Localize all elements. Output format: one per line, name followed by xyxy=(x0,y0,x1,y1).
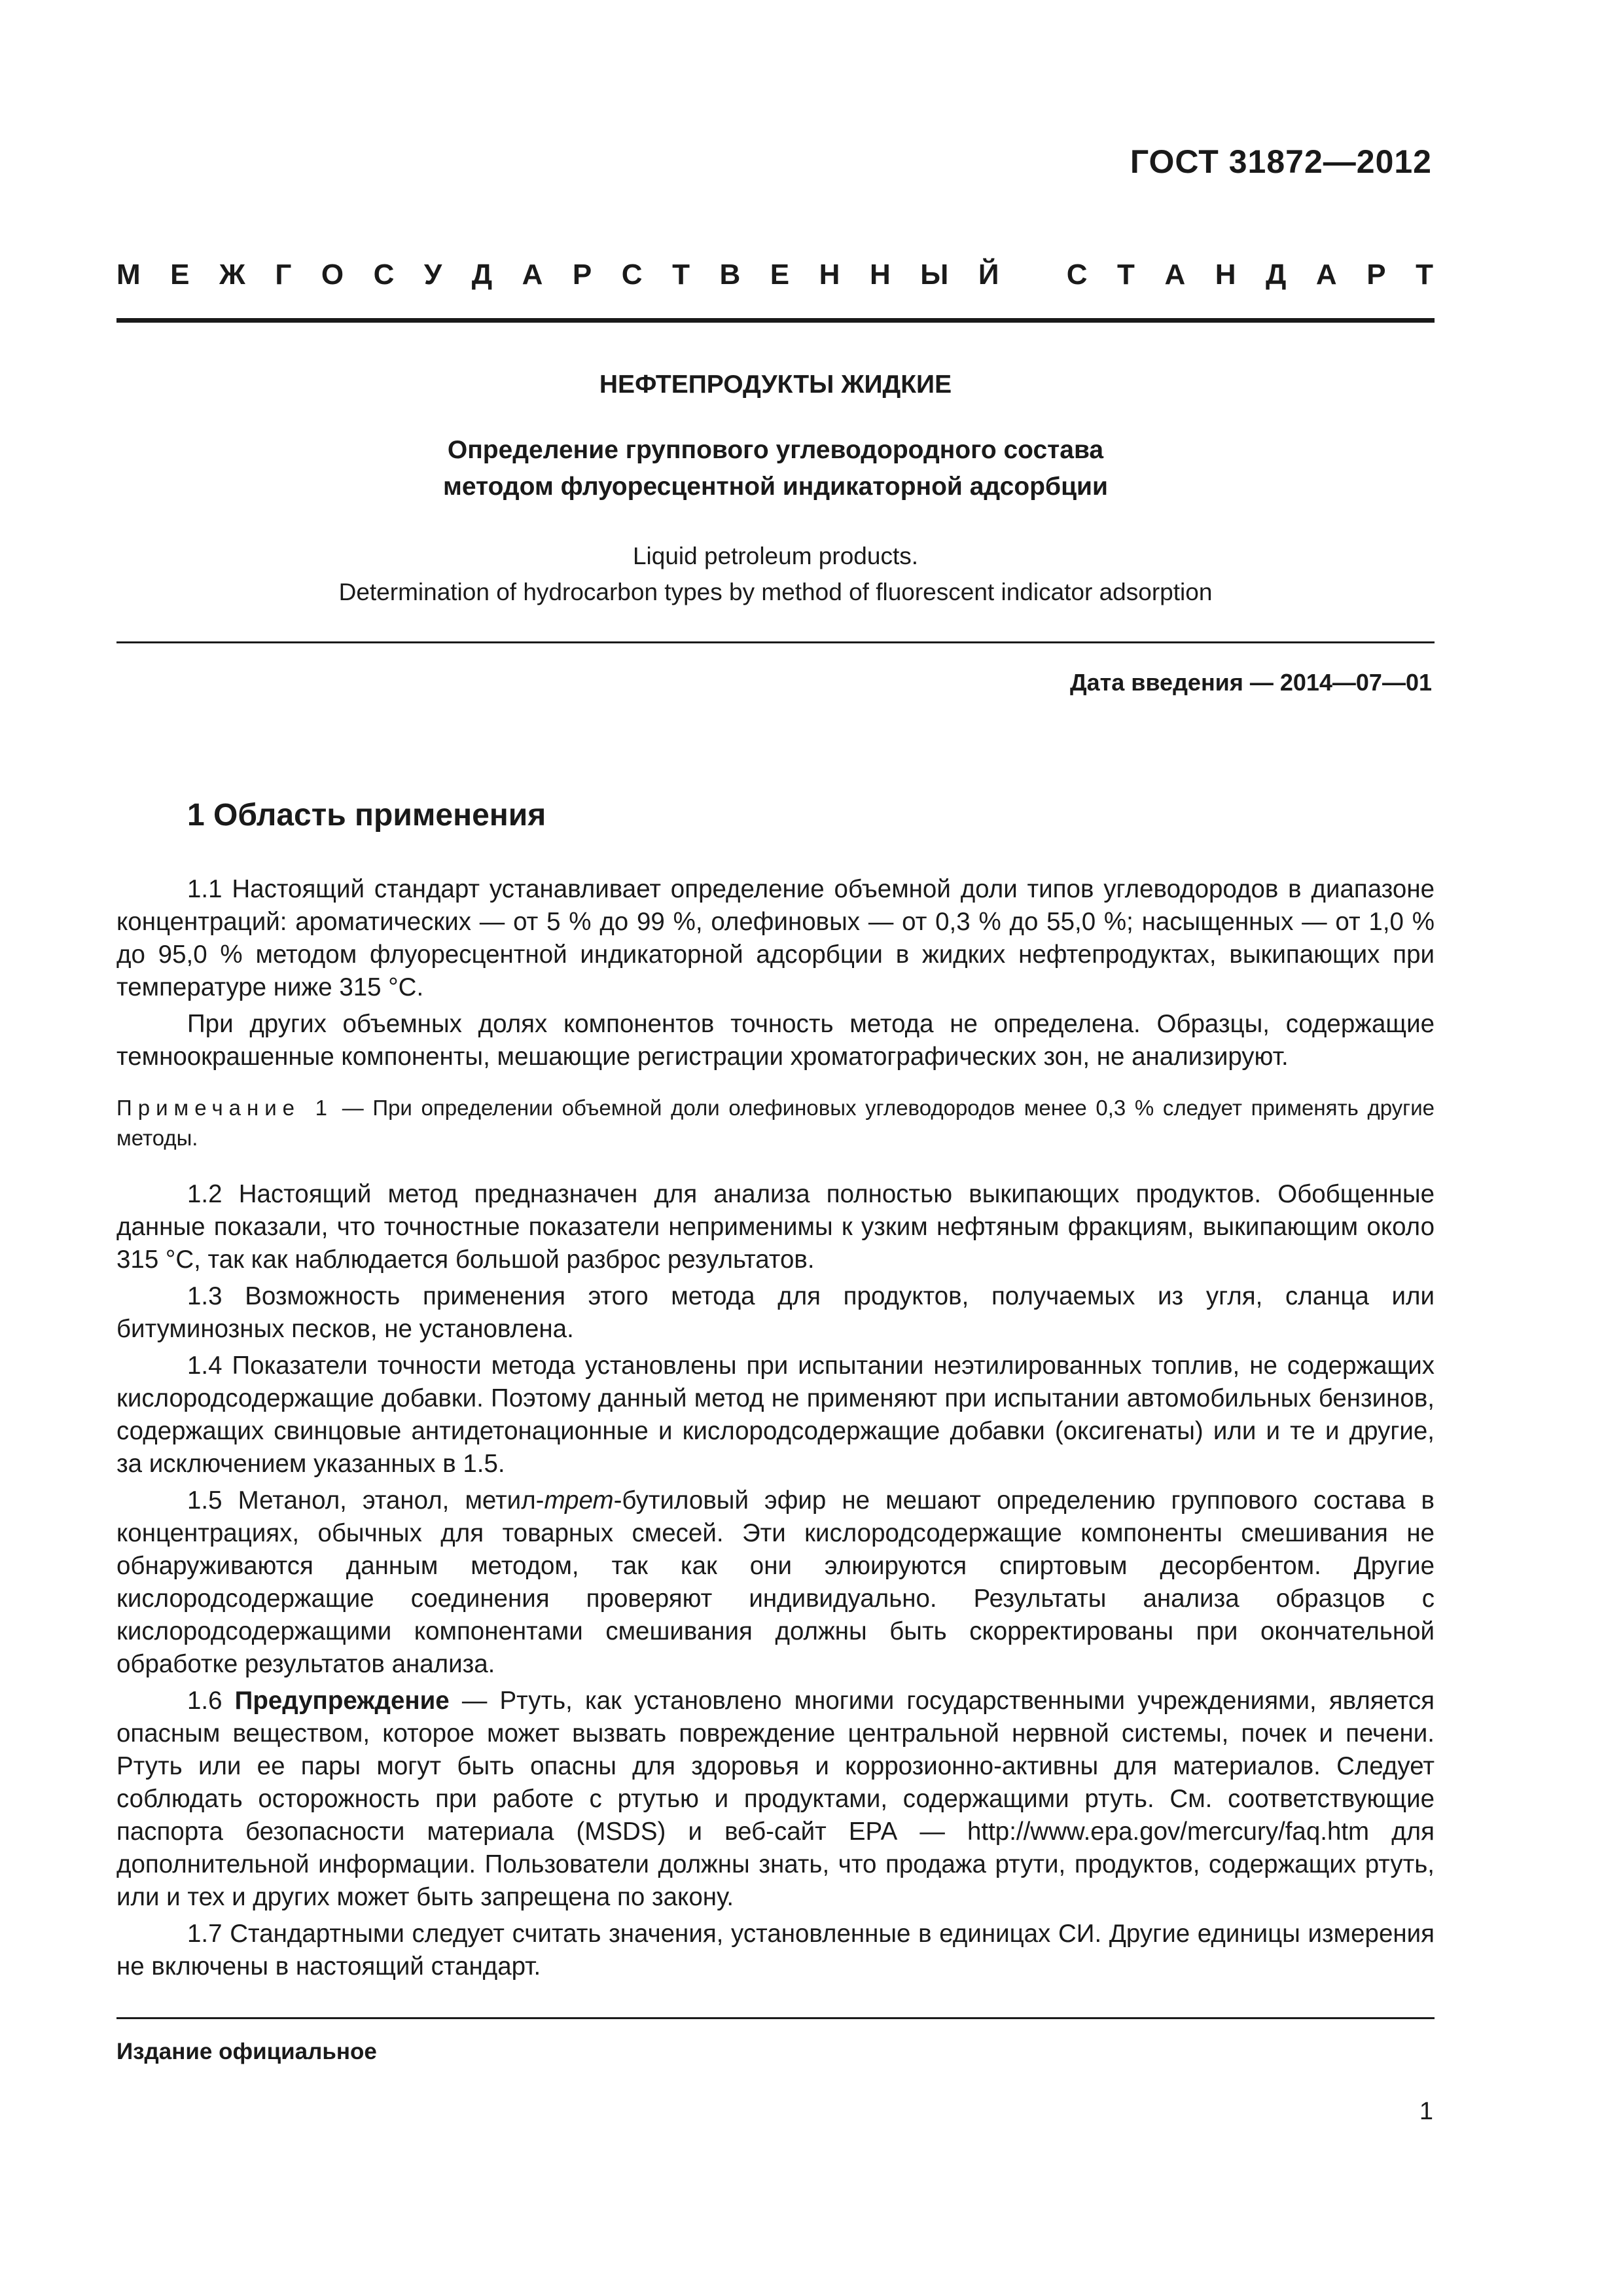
note-1 xyxy=(116,1093,1435,1153)
standard-type-letter: Д xyxy=(1266,259,1287,291)
paragraph-1-1: 1.1 Настоящий стандарт устанавливает определение объемной доли типов углеводородов в диапазоне концентраций: ароматических — от 5 % до 99 %, олефиновых — от 0,3 % до 55,0 %; насыщенных — от 1,0 % до 95,0 % методом флуоресцентной индикаторной адсорбции в жидких нефтепродуктах, выкипающих при температуре ниже 315 °С. xyxy=(116,875,1435,1001)
standard-type-letter: Р xyxy=(572,259,592,291)
english-title-line-1: Liquid petroleum products. xyxy=(632,543,919,569)
paragraph-1-7: 1.7 Стандартными следует считать значения, установленные в единицах СИ. Другие единицы измерения не включены в настоящий стандарт. xyxy=(116,1920,1435,1981)
standard-type-letter: У xyxy=(423,259,442,291)
note-label: Примечание 1 xyxy=(116,1096,334,1120)
standard-type-heading xyxy=(116,259,1433,291)
document-subtitle xyxy=(116,432,1435,505)
standard-type-letter: В xyxy=(719,259,741,291)
english-title-line-2: Determination of hydrocarbon types by method of fluorescent indicator adsorption xyxy=(338,579,1213,605)
standard-type-letter: С xyxy=(621,259,643,291)
standard-type-letter xyxy=(1029,259,1037,291)
page-number: 1 xyxy=(1419,2098,1433,2125)
standard-type-letter: Й xyxy=(978,259,999,291)
paragraph-1-5-start: 1.5 Метанол, этанол, метил- xyxy=(187,1486,544,1515)
title-rule xyxy=(116,641,1435,643)
paragraph-1-4: 1.4 Показатели точности метода установлены при испытании неэтилированных топлив, не содержащих кислородсодержащие добавки. Поэтому данный метод не применяют при испытании автомобильных бензинов, содержащих свинцовые антидетонационные и кислородсодержащие добавки (оксигенаты) или и те и другие, за исключением указанных в 1.5. xyxy=(116,1352,1435,1478)
section-body-part-1 xyxy=(116,873,1435,1077)
header-rule xyxy=(116,318,1435,323)
standard-type-letter: С xyxy=(1066,259,1088,291)
paragraph-1-6 xyxy=(116,1685,1435,1914)
paragraph-1-5 xyxy=(116,1484,1435,1681)
standard-type-letter: Е xyxy=(770,259,790,291)
paragraph-1-3: 1.3 Возможность применения этого метода для продуктов, получаемых из угля, сланца или битуминозных песков, не установлена. xyxy=(116,1282,1435,1343)
paragraph-1-6-text: — Ртуть, как установлено многими государственными учреждениями, является опасным веществом, которое может вызвать повреждение центральной нервной системы, почек и печени. Ртуть или ее пары могут быть опасны для здоровья и коррозионно-активны для материалов. Следует соблюдать осторожность при работе с ртутью и продуктами, содержащими ртуть. См. соответствующие паспорта безопасности материала (MSDS) и веб-сайт ЕРА — http://www.epa.gov/mercury/faq.htm для дополнительной информации. Пользователи должны знать, что продажа ртути, продуктов, содержащих ртуть, или и тех и других может быть запрещена по закону. xyxy=(116,1687,1435,1911)
paragraph-1-5-end: -бутиловый эфир не мешают определению группового состава в концентрациях, обычных для товарных смесей. Эти кислородсодержащие компоненты смешивания не обнаруживаются данным методом, так как они элюируются спиртовым десорбентом. Другие кислородсодержащие соединения проверяют индивидуально. Результаты анализа образцов с кислородсодержащими компонентами смешивания должны быть скорректированы при окончательной обработке результатов анализа. xyxy=(116,1486,1435,1678)
standard-type-letter: Н xyxy=(1215,259,1236,291)
standard-type-letter: Ж xyxy=(219,259,245,291)
standard-type-letter: Т xyxy=(1416,259,1433,291)
standard-type-letter: Т xyxy=(672,259,690,291)
introduction-date: Дата введения — 2014—07—01 xyxy=(1069,669,1432,696)
edition-label: Издание официальное xyxy=(116,2039,377,2064)
standard-type-letter: Е xyxy=(170,259,190,291)
standard-type-letter: М xyxy=(116,259,141,291)
english-title xyxy=(116,538,1435,610)
paragraph-1-6-number: 1.6 xyxy=(187,1687,235,1715)
standard-type-letter: Г xyxy=(275,259,292,291)
standard-type-letter: Ы xyxy=(920,259,949,291)
standard-type-letter: Н xyxy=(819,259,840,291)
section-body-part-2 xyxy=(116,1178,1435,1987)
paragraph-1-5-italic: трет xyxy=(544,1486,614,1515)
footer-rule xyxy=(116,2017,1435,2019)
standard-type-letter: А xyxy=(1164,259,1186,291)
standard-type-letter: Д xyxy=(471,259,493,291)
section-heading: 1 Область применения xyxy=(187,798,546,833)
standard-type-letter: О xyxy=(321,259,344,291)
standard-type-letter: А xyxy=(522,259,543,291)
document-title: НЕФТЕПРОДУКТЫ ЖИДКИЕ xyxy=(599,370,952,399)
note-text: — При определении объемной доли олефиновых углеводородов менее 0,3 % следует применять другие методы. xyxy=(116,1096,1435,1150)
standard-type-letter: С xyxy=(373,259,395,291)
subtitle-line-1: Определение группового углеводородного состава xyxy=(447,436,1104,464)
subtitle-line-2: методом флуоресцентной индикаторной адсорбции xyxy=(443,473,1108,501)
warning-label: Предупреждение xyxy=(234,1687,450,1715)
standard-type-letter: А xyxy=(1315,259,1337,291)
standard-type-letter: Н xyxy=(869,259,891,291)
paragraph-1-2: 1.2 Настоящий метод предназначен для анализа полностью выкипающих продуктов. Обобщенные данные показали, что точностные показатели неприменимы к узким нефтяным фракциям, выкипающим около 315 °С, так как наблюдается большой разброс результатов. xyxy=(116,1180,1435,1274)
standard-type-letter: Т xyxy=(1117,259,1135,291)
standard-type-letter: Р xyxy=(1366,259,1386,291)
paragraph-1-1b: При других объемных долях компонентов точность метода не определена. Образцы, содержащие темноокрашенные компоненты, мешающие регистрации хроматографических зон, не анализируют. xyxy=(116,1010,1435,1071)
document-code: ГОСТ 31872—2012 xyxy=(1130,143,1432,180)
